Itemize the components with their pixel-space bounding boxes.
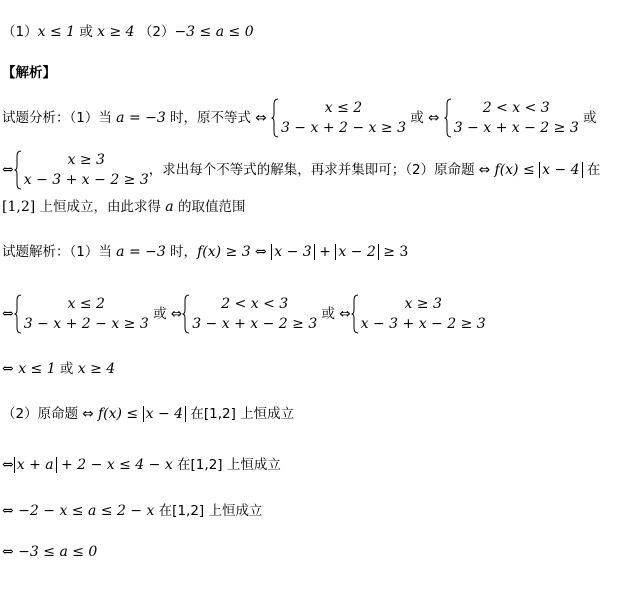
answer-part1-label: （1） bbox=[2, 24, 38, 40]
solution-p2-label: （2）原命题 ⇔ bbox=[2, 406, 98, 422]
brace-icon bbox=[14, 150, 22, 190]
answer-part1-math: x ≤ 1 bbox=[37, 24, 76, 40]
solution-p2-abs: x − 4 bbox=[143, 406, 186, 422]
solution-line-1 bbox=[2, 243, 408, 261]
analysis-line-3 bbox=[2, 198, 245, 216]
analysis-line-2 bbox=[2, 150, 600, 190]
brace-icon bbox=[351, 294, 359, 334]
solution-result1-implies: ⇔ bbox=[2, 361, 19, 377]
analysis-implies: ⇔ bbox=[2, 162, 14, 178]
solution-sys2-row2: 3 − x + x − 2 ≥ 3 bbox=[192, 316, 318, 332]
answer-part2-math: −3 ≤ a ≤ 0 bbox=[174, 24, 254, 40]
solution-part2-line bbox=[2, 405, 294, 423]
solution-sys2-row1: 2 < x < 3 bbox=[221, 296, 289, 312]
solution-step-2 bbox=[2, 456, 281, 474]
solution-tail: ≥ 3 bbox=[378, 244, 409, 260]
analysis-line2-tail: 在 bbox=[582, 162, 601, 178]
solution-result1-b: x ≥ 4 bbox=[77, 361, 116, 377]
solution-sys1-row2: 3 − x + 2 − x ≥ 3 bbox=[23, 316, 149, 332]
brace-icon bbox=[14, 294, 22, 334]
solution-line-2 bbox=[2, 294, 486, 334]
section-heading: 【解析】 bbox=[2, 65, 56, 81]
analysis-sys2-row1: 2 < x < 3 bbox=[482, 100, 550, 116]
analysis-line-1 bbox=[2, 98, 597, 138]
solution-step2-on: 在[1,2] 上恒成立 bbox=[172, 457, 281, 473]
solution-step-3 bbox=[2, 502, 262, 520]
solution-sys3-row2: x − 3 + x − 2 ≥ 3 bbox=[360, 316, 486, 332]
solution-p2-on: 在[1,2] 上恒成立 bbox=[186, 406, 295, 422]
analysis-sys3-row2: x − 3 + x − 2 ≥ 3 bbox=[23, 172, 149, 188]
solution-implies: ⇔ bbox=[2, 306, 14, 322]
analysis-a: a bbox=[165, 199, 174, 215]
analysis-system-2 bbox=[444, 98, 579, 138]
brace-icon bbox=[444, 98, 452, 138]
solution-step4-math: ⇔ −3 ≤ a ≤ 0 bbox=[2, 544, 98, 560]
solution-abs1: x − 3 bbox=[271, 244, 314, 260]
brace-icon bbox=[182, 294, 190, 334]
solution-sys1-row1: x ≤ 2 bbox=[67, 296, 105, 312]
analysis-line3-tail: 的取值范围 bbox=[173, 199, 246, 215]
solution-abs2: x − 2 bbox=[335, 244, 378, 260]
solution-step3-on: 在[1,2] 上恒成立 bbox=[154, 503, 263, 519]
solution-or1: 或 ⇔ bbox=[148, 306, 183, 322]
analysis-line2-math: f(x) ≤ bbox=[494, 162, 540, 178]
solution-a-eq: a = −3 bbox=[116, 244, 166, 260]
analysis-interval: [1,2] bbox=[2, 199, 36, 215]
solution-step3-math: ⇔ −2 − x ≤ a ≤ 2 − x bbox=[2, 503, 155, 519]
analysis-system-1 bbox=[271, 98, 406, 138]
solution-f: f(x) ≥ 3 ⇔ bbox=[197, 244, 272, 260]
solution-step2-abs: x + a bbox=[14, 457, 57, 473]
analysis-or: 或 ⇔ bbox=[406, 110, 444, 126]
analysis-lead: 试题分析：（1）当 bbox=[2, 110, 117, 126]
analysis-sys1-row2: 3 − x + 2 − x ≥ 3 bbox=[280, 120, 406, 136]
solution-plus: + bbox=[314, 244, 336, 260]
solution-step-4 bbox=[2, 543, 97, 561]
analysis-line2-abs: x − 4 bbox=[539, 162, 582, 178]
analysis-a-eq: a = −3 bbox=[116, 110, 166, 126]
solution-lead: 试题解析：（1）当 bbox=[2, 244, 117, 260]
analysis-line3-text: 上恒成立，由此求得 bbox=[35, 199, 166, 215]
solution-result1-or: 或 bbox=[55, 361, 78, 377]
solution-system-3 bbox=[351, 294, 486, 334]
answer-part1-math2: x ≥ 4 bbox=[97, 24, 135, 40]
solution-step2-implies: ⇔ bbox=[2, 457, 14, 473]
analysis-or-tail: 或 bbox=[578, 110, 597, 126]
solution-system-2 bbox=[182, 294, 317, 334]
analysis-system-3 bbox=[14, 150, 149, 190]
solution-mid: 时， bbox=[165, 244, 198, 260]
solution-result1-a: x ≤ 1 bbox=[18, 361, 56, 377]
analysis-sys1-row1: x ≤ 2 bbox=[324, 100, 363, 116]
solution-p2-f: f(x) ≤ bbox=[97, 406, 143, 422]
answer-or: 或 bbox=[75, 24, 98, 40]
solution-sys3-row1: x ≥ 3 bbox=[404, 296, 442, 312]
analysis-line2-text: ，求出每个不等式的解集，再求并集即可；（2）原命题 ⇔ bbox=[148, 162, 495, 178]
answer-line bbox=[2, 23, 254, 41]
solution-system-1 bbox=[14, 294, 149, 334]
analysis-mid: 时，原不等式 ⇔ bbox=[165, 110, 271, 126]
solution-result-1 bbox=[2, 360, 115, 378]
brace-icon bbox=[271, 98, 279, 138]
answer-part2-label: （2） bbox=[134, 24, 175, 40]
analysis-sys2-row2: 3 − x + x − 2 ≥ 3 bbox=[453, 120, 579, 136]
solution-or2: 或 ⇔ bbox=[317, 306, 351, 322]
solution-step2-rest: + 2 − x ≤ 4 − x bbox=[56, 457, 173, 473]
analysis-sys3-row1: x ≥ 3 bbox=[67, 152, 105, 168]
